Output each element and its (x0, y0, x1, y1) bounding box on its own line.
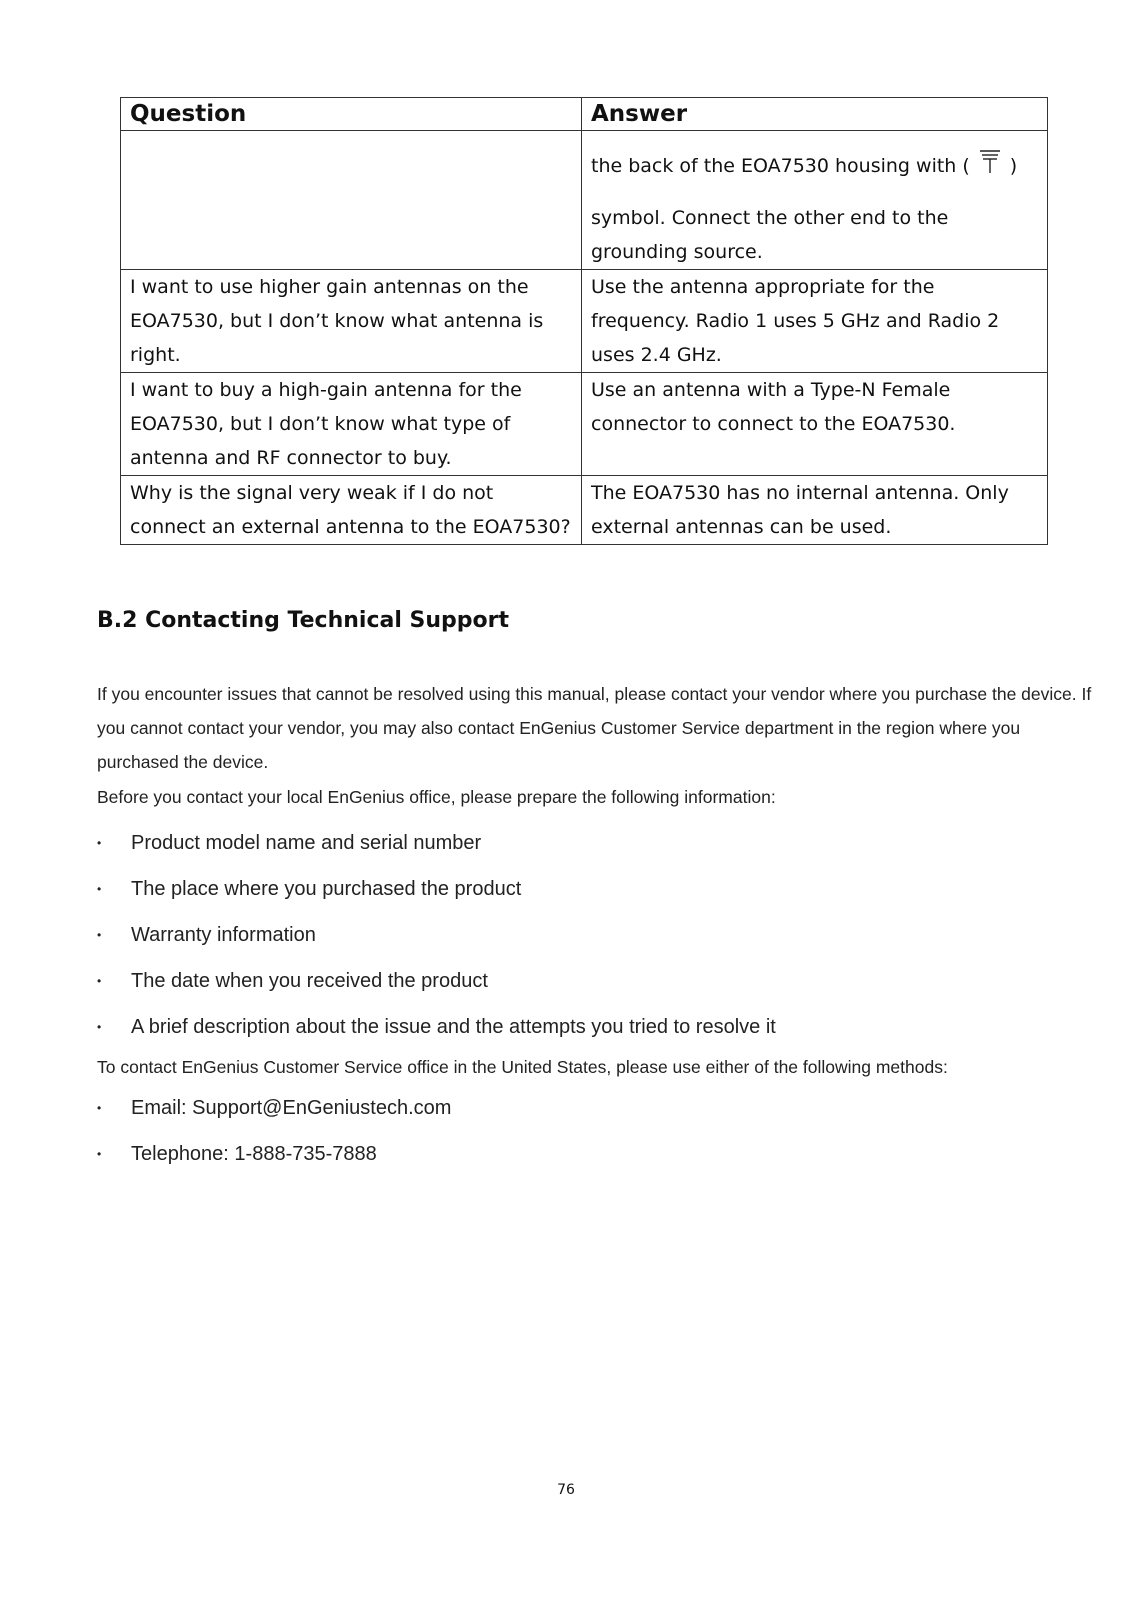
list-item: • The date when you received the product (97, 958, 776, 1004)
table-row (121, 476, 1048, 545)
answer-text: symbol. Connect the other end to the grounding source. (591, 207, 949, 263)
list-item (97, 1085, 451, 1131)
before-contact-paragraph: Before you contact your local EnGenius office, please prepare the following information: (97, 787, 776, 807)
table-row (121, 270, 1048, 373)
table-row (121, 373, 1048, 476)
list-item: • A brief description about the issue and the attempts you tried to resolve it (97, 1004, 776, 1050)
bullet-icon: • (97, 836, 102, 850)
question-cell: I want to use higher gain antennas on the EOA7530, but I don’t know what antenna is right. (121, 270, 582, 373)
question-header: Question (121, 98, 582, 131)
faq-table (120, 97, 1048, 545)
answer-cell: Use an antenna with a Type-N Female connector to connect to the EOA7530. (582, 373, 1048, 476)
bullet-icon: • (97, 1101, 102, 1115)
ground-symbol-icon (970, 133, 1010, 203)
question-cell-empty (121, 131, 582, 270)
bullet-icon: • (97, 928, 102, 942)
bullet-icon: • (97, 882, 102, 896)
bullet-icon: • (97, 1020, 102, 1034)
page-number: 76 (557, 1482, 575, 1498)
table-header-row (121, 98, 1048, 131)
bullet-icon: • (97, 1147, 102, 1161)
question-cell: I want to buy a high-gain antenna for the EOA7530, but I don’t know what type of antenna and RF connector to buy. (121, 373, 582, 476)
answer-cell (582, 131, 1048, 270)
contact-intro-paragraph: To contact EnGenius Customer Service office in the United States, please use either of the following methods: (97, 1057, 948, 1077)
email-text: Email: Support@EnGeniustech.com (131, 1097, 452, 1119)
question-cell: Why is the signal very weak if I do not connect an external antenna to the EOA7530? (121, 476, 582, 545)
list-item: • The place where you purchased the product (97, 866, 776, 912)
telephone-text: Telephone: 1-888-735-7888 (131, 1143, 377, 1165)
list-item: • Product model name and serial number (97, 820, 776, 866)
section-heading: B.2 Contacting Technical Support (97, 608, 510, 633)
answer-header: Answer (582, 98, 1048, 131)
answer-text: ) (1009, 155, 1018, 177)
list-item (97, 1131, 451, 1177)
answer-cell: The EOA7530 has no internal antenna. Only external antennas can be used. (582, 476, 1048, 545)
answer-cell: Use the antenna appropriate for the frequency. Radio 1 uses 5 GHz and Radio 2 uses 2.4 GHz. (582, 270, 1048, 373)
answer-text: the back of the EOA7530 housing with ( (591, 155, 970, 177)
intro-paragraph: If you encounter issues that cannot be resolved using this manual, please contact your vendor where you purchase the device. If you cannot contact your vendor, you may also contact EnGenius Customer Service department in the region where you purchased the device. (97, 684, 1092, 772)
list-item: • Warranty information (97, 912, 776, 958)
table-row (121, 131, 1048, 270)
bullet-icon: • (97, 974, 102, 988)
info-list (97, 820, 776, 1050)
contact-list (97, 1085, 451, 1177)
